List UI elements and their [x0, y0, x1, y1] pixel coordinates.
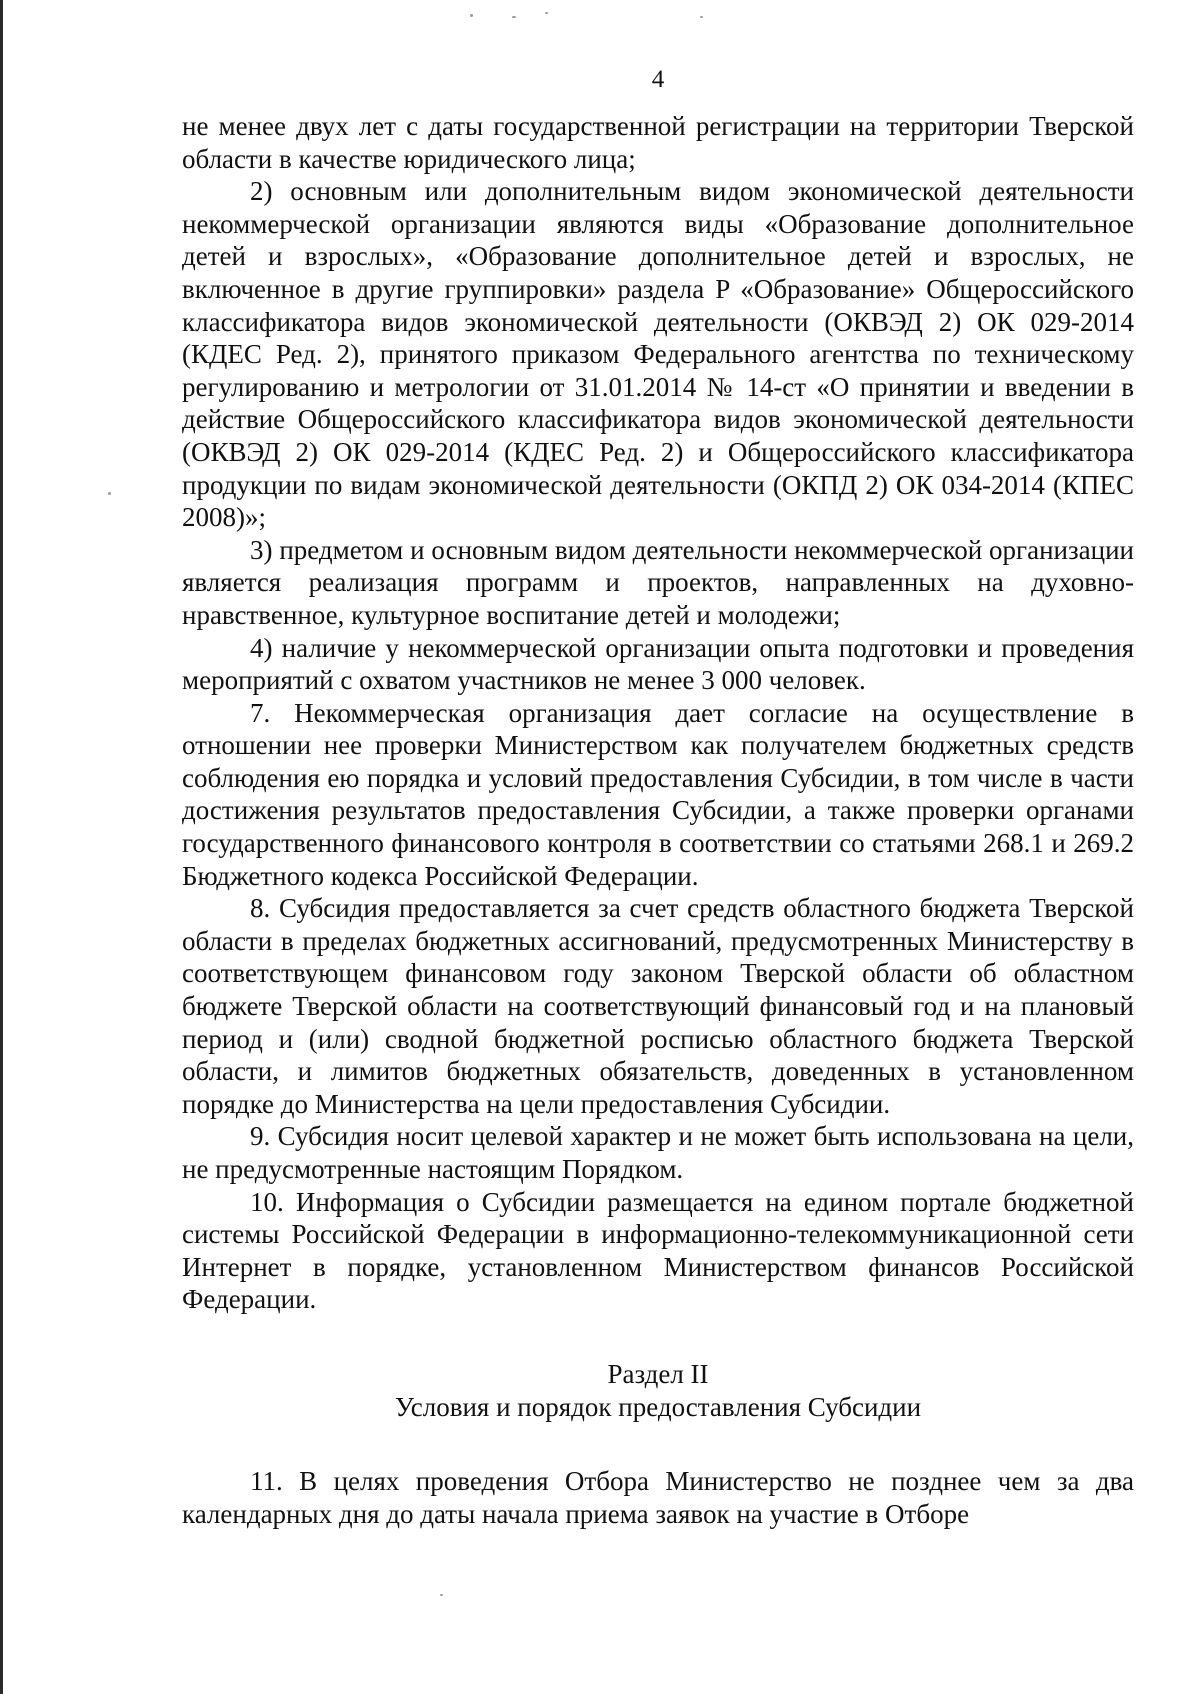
paragraph-continuation: не менее двух лет с даты государственной регистрации на территории Тверской области в качестве юридического лица; [182, 111, 1134, 174]
page-number: 4 [651, 66, 665, 93]
paragraph-clause-10: 10. Информация о Субсидии размещается на едином портале бюджетной системы Российской Федерации в информационно-телекоммуникационной сети Интернет в порядке, установленном Министерством финансов Российской Федерации. [182, 1186, 1134, 1315]
document-page [182, 64, 1134, 1530]
scan-speck [512, 16, 516, 18]
paragraph-clause-7: 7. Некоммерческая организация дает согласие на осуществление в отношении нее проверки Министерством как получателем бюджетных средств соблюдения ею порядка и условий предоставления Субсидии, в том числе в части достижения результатов предоставления Субсидии, а также проверки органами государственного финансового контроля в соответствии со статьями 268.1 и 269.2 Бюджетного кодекса Российской Федерации. [182, 697, 1134, 891]
scan-edge [0, 0, 3, 1694]
section-heading: Раздел II [607, 1358, 709, 1389]
paragraph-item-4: 4) наличие у некоммерческой организации опыта подготовки и проведения мероприятий с охватом участников не менее 3 000 человек. [182, 632, 1134, 696]
paragraph-clause-9: 9. Субсидия носит целевой характер и не может быть использована на цели, не предусмотренные настоящим Порядком. [182, 1121, 1134, 1184]
paragraph-clause-8: 8. Субсидия предоставляется за счет средств областного бюджета Тверской области в пределах бюджетных ассигнований, предусмотренных Министерству в соответствующем финансовом году законом Тверской области об областном бюджете Тверской области на соответствующий финансовый год и на плановый период и (или) сводной бюджетной росписью областного бюджета Тверской области, и лимитов бюджетных обязательств, доведенных в установленном порядке до Министерства на цели предоставления Субсидии. [182, 893, 1134, 1119]
scan-speck [108, 492, 111, 495]
scan-speck [700, 16, 703, 18]
scan-speck [440, 1594, 443, 1596]
paragraph-item-2: 2) основным или дополнительным видом экономической деятельности некоммерческой организации являются виды «Образование дополнительное детей и взрослых», «Образование дополнительное детей и взрослых, не включенное в другие группировки» раздела P «Образование» Общероссийского классификатора видов экономической деятельности (ОКВЭД 2) ОК 029-2014 (КДЕС Ред. 2), принятого приказом Федерального агентства по техническому регулированию и метрологии от 31.01.2014 № 14-ст «О принятии и введении в действие Общероссийского классификатора видов экономической деятельности (ОКВЭД 2) ОК 029-2014 (КДЕС Ред. 2) и Общероссийского классификатора продукции по видам экономической деятельности (ОКПД 2) ОК 034-2014 (КПЕС 2008)»; [182, 176, 1134, 533]
paragraph-clause-11: 11. В целях проведения Отбора Министерство не позднее чем за два календарных дня до даты начала приема заявок на участие в Отборе [182, 1466, 1134, 1529]
section-gap [182, 1423, 1134, 1465]
scan-speck [545, 12, 548, 14]
section-title: Условия и порядок предоставления Субсидии [394, 1391, 922, 1422]
paragraph-item-3: 3) предметом и основным видом деятельности некоммерческой организации является реализация программ и проектов, направленных на духовно-нравственное, культурное воспитание детей и молодежи; [182, 534, 1134, 630]
scan-speck [470, 14, 473, 17]
